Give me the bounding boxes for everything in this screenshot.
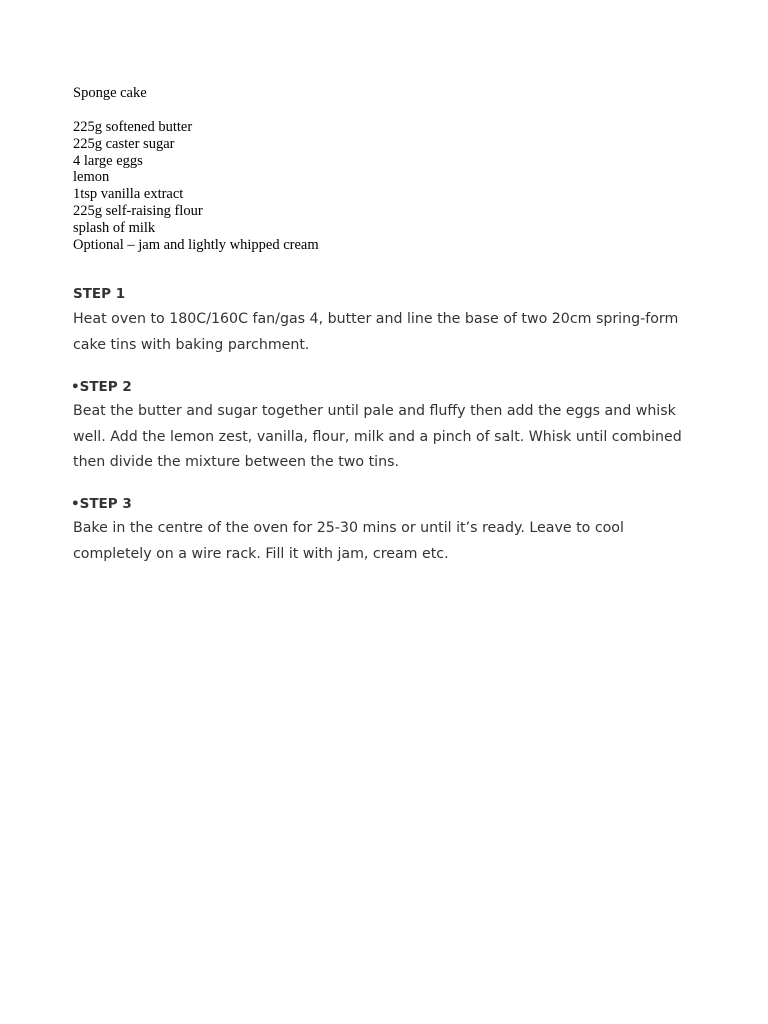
step-1-text: Heat oven to 180C/160C fan/gas 4, butter and line the base of two 20cm spring-form cake tins with baking parchment. (73, 311, 679, 353)
ingredient-item: 225g softened butter (73, 119, 193, 135)
ingredient-item: 4 large eggs (73, 152, 143, 169)
ingredient-item: Optional – jam and lightly whipped cream (73, 236, 319, 253)
document-page (71, 85, 693, 562)
ingredient-item: splash of milk (73, 219, 156, 236)
step-1-heading: STEP 1 (73, 286, 126, 302)
ingredient-item: 225g caster sugar (73, 135, 175, 152)
step-3-text: Bake in the centre of the oven for 25-30 mins or until it’s ready. Leave to cool completely on a wire rack. Fill it with jam, cream etc. (73, 520, 624, 562)
ingredient-item: 225g self-raising flour (73, 202, 203, 219)
step-3-heading: •STEP 3 (71, 496, 132, 512)
ingredient-list (73, 119, 319, 253)
step-2-text: Beat the butter and sugar together until pale and fluffy then add the eggs and whisk well. Add the lemon zest, vanilla, flour, milk and a pinch of salt. Whisk until combined then divide the mixture between the two tins. (73, 403, 682, 471)
ingredient-item: lemon (73, 169, 110, 186)
ingredient-item: 1tsp vanilla extract (73, 186, 184, 203)
step-2-heading: •STEP 2 (71, 379, 132, 395)
recipe-title: Sponge cake (73, 85, 147, 101)
